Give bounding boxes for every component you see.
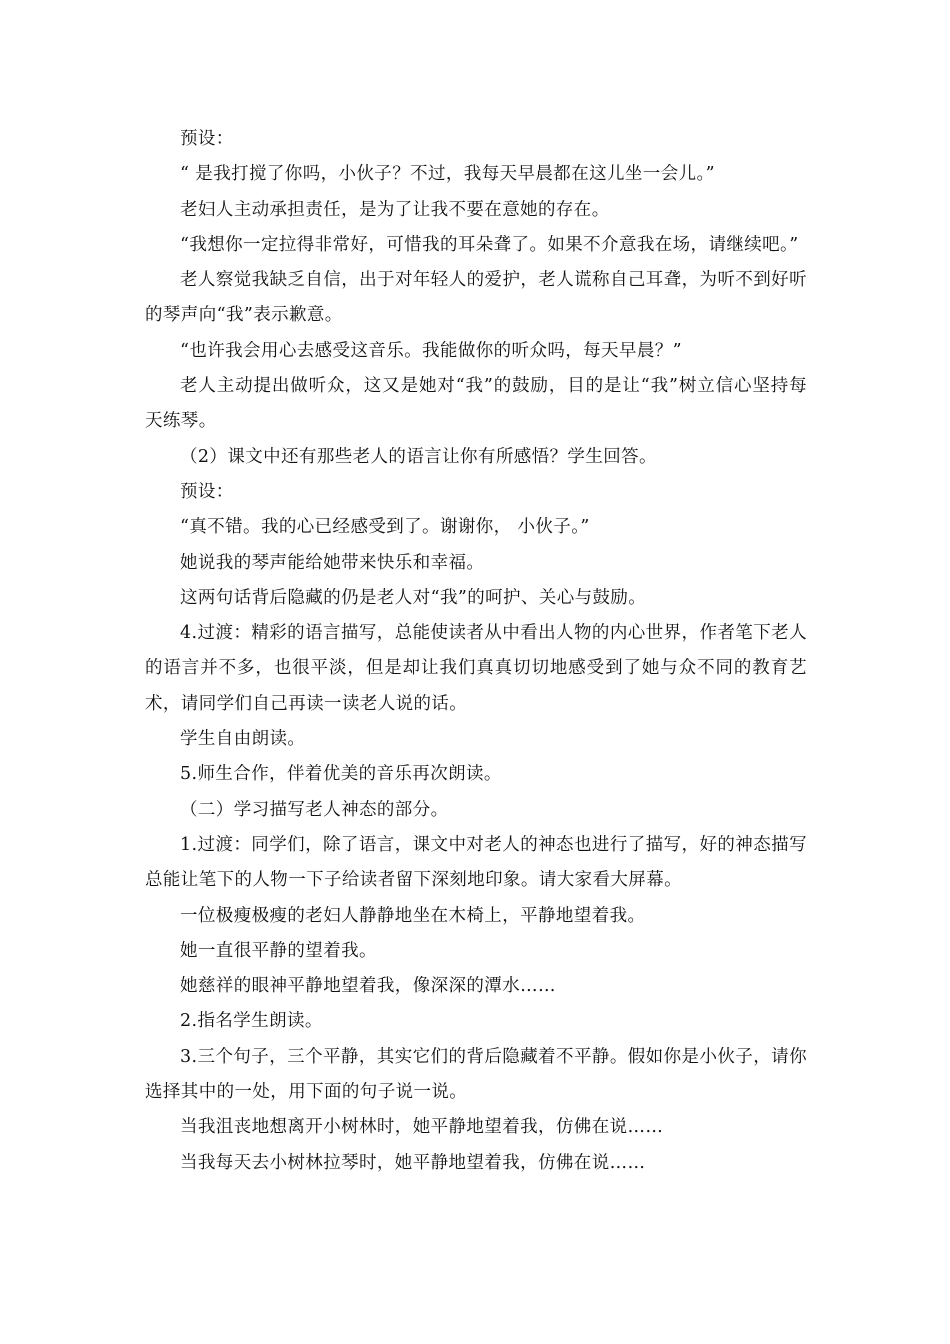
paragraph-quote-deaf: “我想你一定拉得非常好，可惜我的耳朵聋了。如果不介意我在场，请继续吧。”	[180, 234, 799, 255]
paragraph-free-reading: 学生自由朗读。	[180, 729, 306, 750]
paragraph-analysis-responsibility: 老妇人主动承担责任，是为了让我不要在意她的存在。	[180, 199, 610, 220]
paragraph-analysis-deaf: 老人察觉我缺乏自信，出于对年轻人的爱护，老人谎称自己耳聋，为听不到好听的琴声向“我”表示歉意。	[145, 270, 807, 326]
section-heading-expression: （二）学习描写老人神态的部分。	[180, 799, 449, 820]
paragraph-step-5: 5.师生合作，伴着优美的音乐再次朗读。	[180, 764, 502, 785]
paragraph-example-1: 当我沮丧地想离开小树林时，她平静地望着我，仿佛在说……	[180, 1117, 664, 1138]
paragraph-quote-thanks: “真不错。我的心已经感受到了。谢谢你， 小伙子。”	[180, 517, 590, 538]
paragraph-sentence-2: 她一直很平静的望着我。	[180, 940, 377, 961]
paragraph-sentence-1: 一位极瘦极瘦的老妇人静静地坐在木椅上，平静地望着我。	[180, 905, 646, 926]
paragraph-preset-2: 预设：	[180, 481, 234, 502]
paragraph-step-1: 1.过渡：同学们，除了语言，课文中对老人的神态也进行了描写，好的神态描写总能让笔下的人物一下子给读者留下深刻地印象。请大家看大屏幕。	[145, 834, 807, 891]
paragraph-quote-disturb: “ 是我打搅了你吗，小伙子？不过，我每天早晨都在这儿坐一会儿。”	[180, 164, 716, 185]
paragraph-example-2: 当我每天去小树林拉琴时，她平静地望着我，仿佛在说……	[180, 1152, 646, 1173]
paragraph-step-2: 2.指名学生朗读。	[180, 1011, 323, 1032]
paragraph-preset-1: 预设：	[180, 129, 234, 149]
paragraph-step-3: 3.三个句子，三个平静，其实它们的背后隐藏着不平静。假如你是小伙子，请你选择其中的一处，用下面的句子说一说。	[145, 1046, 807, 1103]
paragraph-sentence-3: 她慈祥的眼神平静地望着我，像深深的潭水……	[180, 976, 556, 997]
paragraph-analysis-happiness: 她说我的琴声能给她带来快乐和幸福。	[180, 552, 485, 573]
paragraph-analysis-listener: 老人主动提出做听众，这又是她对“我”的鼓励，目的是让“我”树立信心坚持每天练琴。	[145, 376, 807, 432]
paragraph-question-2: （2）课文中还有那些老人的语言让你有所感悟？学生回答。	[180, 446, 657, 467]
paragraph-analysis-care: 这两句话背后隐藏的仍是老人对“我”的呵护、关心与鼓励。	[180, 587, 647, 608]
paragraph-quote-listener: “也许我会用心去感受这音乐。我能做你的听众吗，每天早晨？”	[180, 340, 682, 361]
document-page	[145, 122, 807, 1181]
paragraph-step-4: 4.过渡：精彩的语言描写，总能使读者从中看出人物的内心世界，作者笔下老人的语言并不多，也很平淡，但是却让我们真真切切地感受到了她与众不同的教育艺术，请同学们自己再读一读老人说的话。	[145, 623, 807, 714]
